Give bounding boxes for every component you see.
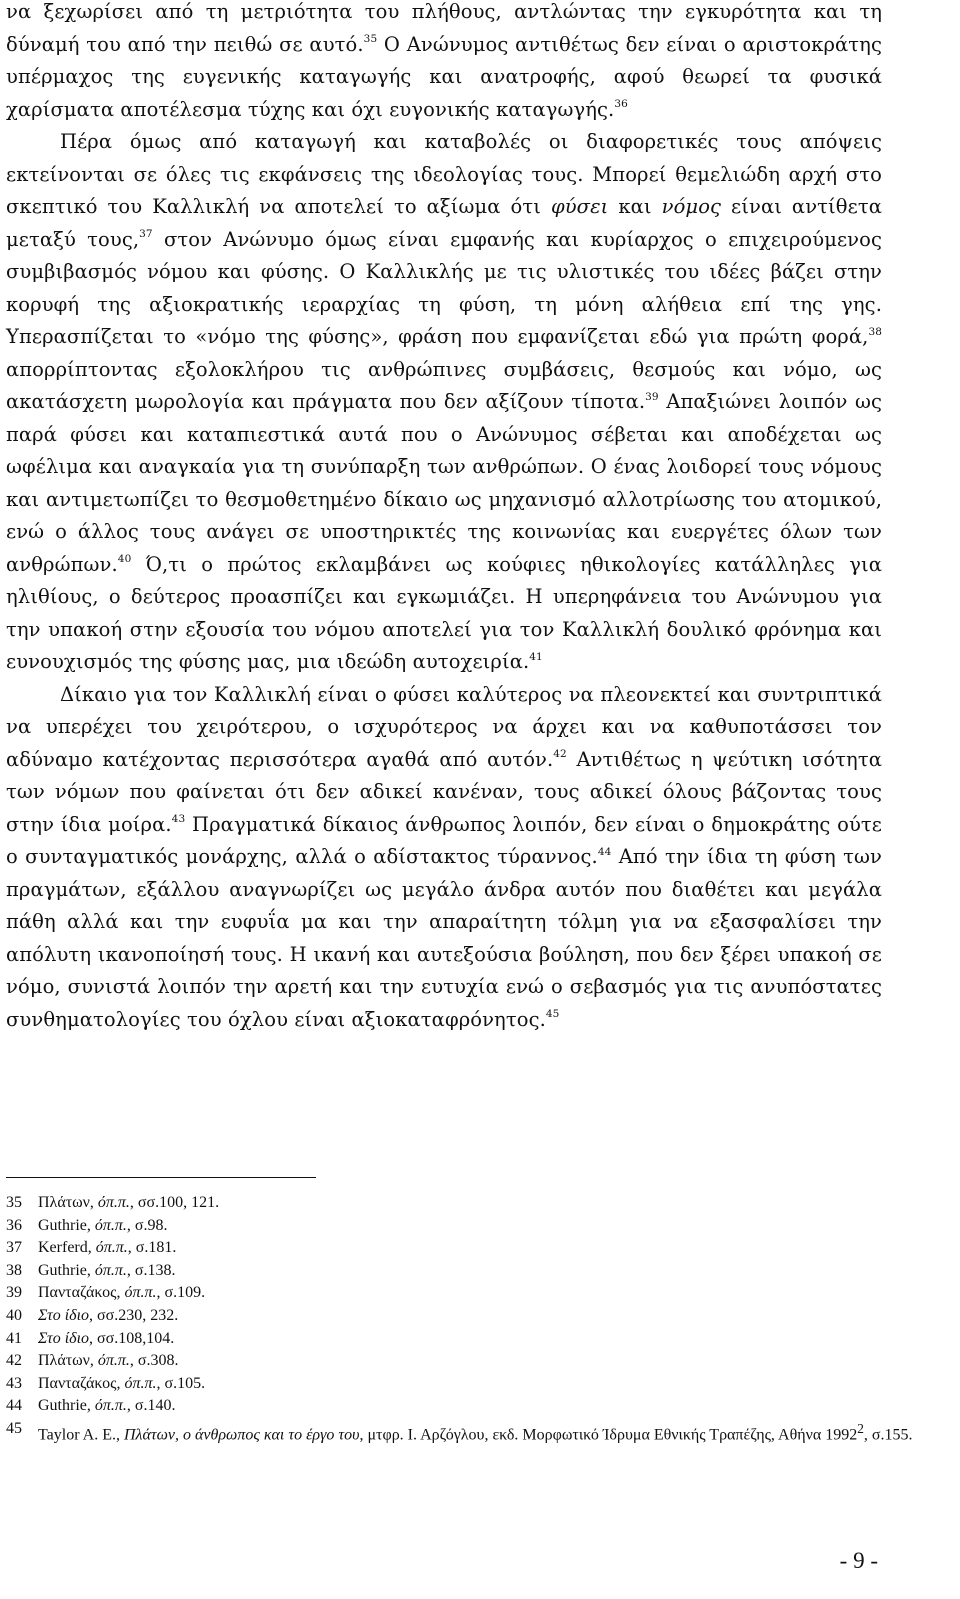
footnote-text: Στο ίδιο, σσ.230, 232. [38,1306,179,1324]
footnote-item [6,1350,946,1373]
footnote-item [6,1260,946,1283]
footnote-item [6,1192,946,1215]
footnote-text: Πανταζάκος, όπ.π., σ.109. [38,1284,206,1302]
footnote-text: Guthrie, όπ.π., σ.138. [38,1261,176,1279]
body-text [6,0,882,1036]
footnote-item [6,1328,946,1351]
paragraph-2: Πέρα όμως από καταγωγή και καταβολές οι διαφορετικές τους απόψεις εκτείνονται σε όλες τις εκφάνσεις της ιδεολογίας τους. Μπορεί θεμελιώδη αρχή στο σκεπτικό του Καλλικλή να αποτελεί το αξίωμα ότι φύσει και νόμος είναι αντίθετα μεταξύ τους,$^{37}$ στον Ανώνυμο όμως είναι εμφανής και κυρίαρχος ο επιχειρούμενος συμβιβασμός νόμου και φύσης. Ο Καλλικλής με τις υλιστικές του ιδέες βάζει στην κορυφή της αξιοκρατικής ιεραρχίας τη φύση, τη μόνη αλήθεια επί της γης. Υπερασπίζεται το «νόμο της φύσης», φράση που εμφανίζεται εδώ για πρώτη φορά,$^{38}$ απορρίπτοντας εξολοκλήρου τις ανθρώπινες συμβάσεις, θεσμούς και νόμο, ως ακατάσχετη μωρολογία και πράγματα που δεν αξίζουν τίποτα.$^{39}$ Απαξιώνει λοιπόν ως παρά φύσει και καταπιεστικά αυτά που ο Ανώνυμος σέβεται και αποδέχεται ως ωφέλιμα και αναγκαία για τη συνύπαρξη των ανθρώπων. Ο ένας λοιδορεί τους νόμους και αντιμετωπίζει το θεσμοθετημένο δίκαιο ως μηχανισμό αλλοτρίωσης του ατομικού, ενώ ο άλλος τους ανάγει σε υποστηρικτές της κοινωνίας και ευεργέτες όλων των ανθρώπων.$^{40}$ Ό,τι ο πρώτος εκλαμβάνει ως κούφιες ηθικολογίες κατάλληλες για ηλιθίους, ο δεύτερος προασπίζει και εγκωμιάζει. Η υπερηφάνεια του Ανώνυμου για την υπακοή στην εξουσία του νόμου αποτελεί για τον Καλλικλή δουλικό φρόνημα και ευνουχισμός της φύσης μας, μια ιδεώδη αυτοχειρία.$^{41}$ [6,130,882,673]
footnote-item [6,1373,946,1396]
footnote-ref-45[interactable]: 45 [545,1008,560,1020]
footnote-ref-35[interactable]: 35 [363,33,378,45]
footnote-item [6,1395,946,1418]
footnote-number: 45 [6,1419,22,1437]
italic-term-nomos: νόμος [661,195,722,218]
page-number: - 9 - [839,1548,878,1573]
footnote-item [6,1215,946,1238]
footnote-ref-43[interactable]: 43 [171,813,186,825]
footnote-number: 37 [6,1239,22,1257]
footnote-ref-44[interactable]: 44 [597,845,612,858]
footnotes [6,1192,946,1447]
footnote-separator [6,1177,316,1178]
footnote-item [6,1418,946,1447]
footnote-text: Πλάτων, όπ.π., σσ.100, 121. [38,1194,220,1211]
footnote-number: 42 [6,1352,22,1370]
footnote-number: 36 [6,1216,22,1234]
footnote-ref-40[interactable]: 40 [117,553,132,565]
footnote-number: 44 [6,1397,22,1415]
footnote-number: 43 [6,1374,22,1392]
footnote-text: Πλάτων, όπ.π., σ.308. [38,1352,179,1370]
footnote-text: Taylor A. E., Πλάτων, ο άνθρωπος και το έργο του, μτφρ. Ι. Αρζόγλου, εκδ. Μορφωτικό Ίδρυμα Εθνικής Τραπέζης, Αθήνα 1992$^2$, σ.155. [38,1420,913,1444]
paragraph-3: Δίκαιο για τον Καλλικλή είναι ο φύσει καλύτερος να πλεονεκτεί και συντριπτικά να υπερέχει του χειρότερου, ο ισχυρότερος να άρχει και να καθυποτάσσει τον αδύναμο κατέχοντας περισσότερα αγαθά από αυτόν.$^{42}$ Αντιθέτως η ψεύτικη ισότητα των νόμων που φαίνεται ότι δεν αδικεί κανέναν, τους αδικεί όλους βάζοντας τους στην ίδια μοίρα.$^{43}$ Πραγματικά δίκαιος άνθρωπος λοιπόν, δεν είναι ο δημοκράτης ούτε ο συνταγματικός μονάρχης, αλλά ο αδίστακτος τύραννος.$^{44}$ Από την ίδια τη φύση των πραγμάτων, εξάλλου αναγνωρίζει ως μεγάλο άνδρα αυτόν που διαθέτει και μεγάλα πάθη αλλά και την ευφυΐα μα και την απαραίτητη τόλμη για να εξασφαλίσει την απόλυτη ικανοποίησή τους. Η ικανή και αυτεξούσια βούληση, που δεν ξέρει υπακοή σε νόμο, συνιστά λοιπόν την αρετή και την ευτυχία ενώ ο σεβασμός για τις ανυπόστατες συνθηματολογίες του όχλου είναι αξιοκαταφρόνητος.$^{45}$ [6,682,882,1031]
paragraph-1: να ξεχωρίσει από τη μετριότητα του πλήθους, αντλώντας την εγκυρότητα και τη δύναμή του από την πειθώ σε αυτό.$^{35}$ Ο Ανώνυμος αντιθέτως δεν είναι ο αριστοκράτης υπέρμαχος της ευγενικής καταγωγής και ανατροφής, αφού θεωρεί τα φυσικά χαρίσματα αποτέλεσμα τύχης και όχι ευγονικής καταγωγής.$^{36}$ [6,0,882,121]
footnote-text: Πανταζάκος, όπ.π., σ.105. [38,1374,206,1392]
italic-term-physei: φύσει [550,195,609,218]
footnote-number: 41 [6,1329,22,1347]
footnote-number: 39 [6,1284,22,1302]
footnote-ref-42[interactable]: 42 [553,748,567,760]
footnote-ref-41[interactable]: 41 [529,650,543,663]
footnote-text: Guthrie, όπ.π., σ.140. [38,1397,176,1415]
footnote-item [6,1305,946,1328]
footnote-item [6,1282,946,1305]
footnote-ref-39[interactable]: 39 [645,390,659,403]
footnote-text: Kerferd, όπ.π., σ.181. [38,1239,177,1257]
footnote-item [6,1237,946,1260]
footnote-ref-36[interactable]: 36 [614,98,628,110]
footnote-number: 40 [6,1306,22,1324]
footnote-ref-37[interactable]: 37 [139,228,153,240]
footnote-text: Guthrie, όπ.π., σ.98. [38,1216,168,1234]
footnote-text: Στο ίδιο, σσ.108,104. [38,1329,175,1347]
footnote-number: 38 [6,1261,22,1279]
footnote-ref-38[interactable]: 38 [868,325,882,338]
footnote-number: 35 [6,1194,22,1211]
